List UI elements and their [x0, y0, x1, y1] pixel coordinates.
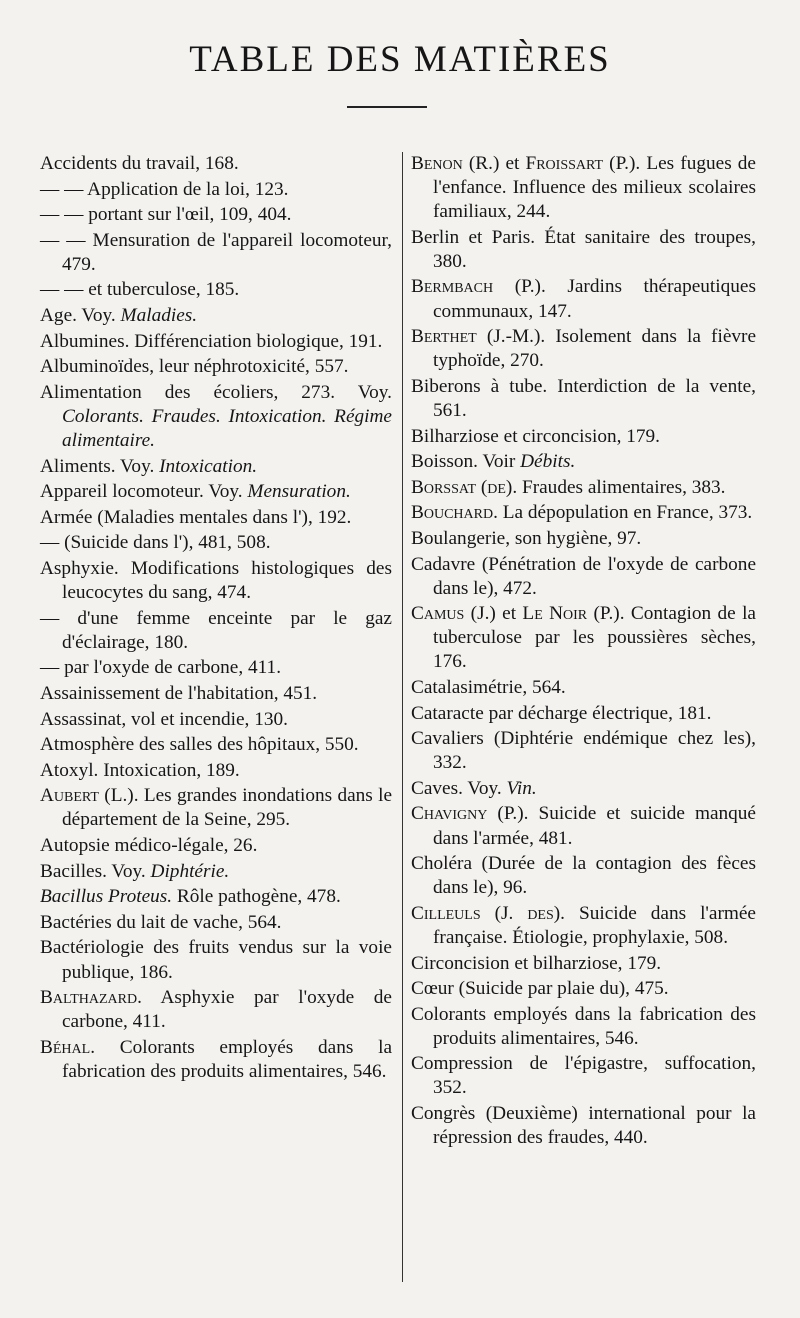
- index-entry: [411, 425, 756, 449]
- entry-text: Froissart: [525, 153, 604, 174]
- entry-text: Boisson. Voir: [411, 451, 521, 473]
- entry-text: Colorants. Fraudes. Intoxication. Régime alimentaire.: [62, 405, 392, 452]
- entry-text: Compression de l'épigastre, suffocation, 352.: [411, 1053, 756, 1099]
- index-entry: [411, 802, 756, 850]
- entry-text: Atmosphère des salles des hôpitaux, 550.: [40, 734, 359, 756]
- entry-text: Aubert: [40, 785, 99, 807]
- index-entry: [40, 733, 392, 757]
- entry-text: Berlin et Paris. État sanitaire des troupes, 380.: [411, 226, 756, 272]
- index-entry: [40, 203, 392, 227]
- entry-text: (P.). Suicide et suicide manqué dans l'armée, 481.: [433, 803, 756, 849]
- entry-text: . Colorants employés dans la fabrication des produits alimentaires, 546.: [62, 1036, 392, 1082]
- entry-text: ). Suicide dans l'armée française. Étiologie, prophylaxie, 508.: [433, 902, 756, 948]
- entry-text: Appareil locomoteur. Voy.: [40, 481, 248, 503]
- index-entry: [40, 304, 392, 328]
- index-entry: [411, 553, 756, 601]
- entry-text: Le Noir: [522, 603, 588, 625]
- index-entry: [411, 1003, 756, 1051]
- entry-text: Intoxication.: [159, 455, 258, 477]
- index-entry: [40, 480, 392, 504]
- index-entry: [40, 178, 392, 202]
- entry-text: Cavaliers (Diphtérie endémique chez les), 332.: [411, 728, 756, 774]
- entry-text: Bilharziose et circoncision, 179.: [411, 425, 660, 447]
- entry-text: Chavigny: [411, 803, 488, 825]
- index-entry: [40, 381, 392, 453]
- index-entry: [40, 860, 392, 884]
- entry-text: (: [476, 476, 488, 498]
- index-entry: [40, 557, 392, 605]
- entry-text: Alimentation des écoliers, 273. Voy.: [40, 381, 392, 403]
- entry-text: (P.). Les fugues de l'enfance. Influence des milieux scolaires familiaux, 244.: [433, 153, 756, 223]
- index-entry: [40, 1036, 392, 1084]
- index-entry: [40, 152, 392, 176]
- entry-text: Accidents du travail, 168.: [40, 153, 239, 174]
- index-entry: [411, 777, 756, 801]
- entry-text: Albuminoïdes, leur néphrotoxicité, 557.: [40, 356, 349, 378]
- index-entry: [411, 226, 756, 274]
- index-entry: [40, 506, 392, 530]
- entry-text: Berthet: [411, 326, 477, 348]
- entry-text: Catalasimétrie, 564.: [411, 676, 566, 698]
- entry-text: — — Application de la loi, 123.: [40, 178, 289, 200]
- column-divider: [402, 152, 403, 1282]
- entry-text: Boulangerie, son hygiène, 97.: [411, 527, 642, 549]
- index-entry: [40, 656, 392, 680]
- index-entry: [40, 834, 392, 858]
- page-title: TABLE DES MATIÈRES: [189, 39, 611, 80]
- index-entry: [411, 852, 756, 900]
- index-entry: [411, 152, 756, 224]
- entry-text: Cilleuls: [411, 902, 481, 924]
- entry-text: Cœur (Suicide par plaie du), 475.: [411, 978, 669, 1000]
- index-entry: [40, 531, 392, 555]
- index-entry: [40, 986, 392, 1034]
- index-entry: [411, 501, 756, 525]
- entry-text: Cadavre (Pénétration de l'oxyde de carbone dans le), 472.: [411, 553, 756, 599]
- index-entry: [411, 902, 756, 950]
- entry-text: Choléra (Durée de la contagion des fèces dans le), 96.: [411, 853, 756, 899]
- entry-text: (R.) et: [462, 153, 526, 174]
- entry-text: Asphyxie. Modifications histologiques des leucocytes du sang, 474.: [40, 558, 392, 604]
- entry-text: — — portant sur l'œil, 109, 404.: [40, 204, 292, 226]
- index-entry: [40, 784, 392, 832]
- entry-text: Assassinat, vol et incendie, 130.: [40, 708, 288, 730]
- index-entry: [40, 708, 392, 732]
- index-entry: [40, 936, 392, 984]
- index-entry: [40, 229, 392, 277]
- entry-text: . Asphyxie par l'oxyde de carbone, 411.: [62, 987, 392, 1033]
- entry-text: des: [527, 902, 554, 924]
- index-entry: [411, 727, 756, 775]
- entry-text: (J.: [480, 902, 528, 924]
- entry-text: (J.) et: [464, 603, 523, 625]
- entry-text: Assainissement de l'habitation, 451.: [40, 682, 318, 704]
- index-entry: [40, 885, 392, 909]
- entry-text: Biberons à tube. Interdiction de la vente, 561.: [411, 375, 756, 421]
- index-entry: [40, 455, 392, 479]
- index-entry: [411, 527, 756, 551]
- index-entry: [40, 911, 392, 935]
- entry-text: . La dépopulation en France, 373.: [493, 502, 753, 524]
- entry-text: Benon: [411, 153, 463, 174]
- index-entry: [40, 759, 392, 783]
- index-entry: [40, 330, 392, 354]
- entry-text: (L.). Les grandes inondations dans le département de la Seine, 295.: [62, 785, 392, 831]
- entry-text: Atoxyl. Intoxication, 189.: [40, 759, 240, 781]
- index-entry: [411, 1052, 756, 1100]
- index-entry: [411, 450, 756, 474]
- index-entry: [411, 702, 756, 726]
- entry-text: Mensuration.: [247, 481, 351, 503]
- entry-text: Congrès (Deuxième) international pour la répression des fraudes, 440.: [411, 1103, 756, 1149]
- index-entry: [411, 676, 756, 700]
- index-entry: [411, 1102, 756, 1150]
- title-rule: [347, 106, 427, 108]
- entry-text: Bactéries du lait de vache, 564.: [40, 911, 282, 933]
- index-entry: [40, 355, 392, 379]
- entry-text: Colorants employés dans la fabrication des produits alimentaires, 546.: [411, 1003, 756, 1049]
- entry-text: Armée (Maladies mentales dans l'), 192.: [40, 506, 352, 528]
- entry-text: — — et tuberculose, 185.: [40, 279, 240, 301]
- entry-text: Maladies.: [120, 305, 198, 327]
- entry-text: (J.-M.). Isolement dans la fièvre typhoïde, 270.: [433, 326, 756, 372]
- entry-text: Rôle pathogène, 478.: [172, 886, 341, 908]
- entry-text: Vin.: [506, 777, 537, 799]
- entry-text: de: [487, 476, 506, 498]
- entry-text: Age. Voy.: [40, 305, 121, 327]
- entry-text: (P.). Contagion de la tuberculose par les poussières sèches, 176.: [433, 603, 756, 673]
- entry-text: Débits.: [520, 451, 576, 473]
- index-entry: [411, 375, 756, 423]
- entry-text: Diphtérie.: [150, 860, 230, 882]
- index-entry: [40, 278, 392, 302]
- index-entry: [411, 952, 756, 976]
- index-entry: [40, 682, 392, 706]
- entry-text: Caves. Voy.: [411, 777, 507, 799]
- entry-text: Albumines. Différenciation biologique, 191.: [40, 330, 383, 352]
- entry-text: Borssat: [411, 476, 476, 498]
- entry-text: Circoncision et bilharziose, 179.: [411, 952, 662, 974]
- index-entry: [411, 977, 756, 1001]
- entry-text: Camus: [411, 603, 465, 625]
- index-entry: [411, 325, 756, 373]
- index-entry: [411, 602, 756, 674]
- entry-text: Bactériologie des fruits vendus sur la voie publique, 186.: [40, 937, 392, 983]
- index-entry: [40, 607, 392, 655]
- entry-text: Autopsie médico-légale, 26.: [40, 835, 258, 857]
- index-entry: [411, 476, 756, 500]
- entry-text: Balthazard: [40, 987, 138, 1009]
- entry-text: — d'une femme enceinte par le gaz d'éclairage, 180.: [40, 607, 392, 653]
- entry-text: — — Mensuration de l'appareil locomoteur, 479.: [40, 229, 392, 275]
- entry-text: — par l'oxyde de carbone, 411.: [40, 657, 282, 679]
- entry-text: Bacillus Proteus.: [40, 886, 173, 908]
- entry-text: Aliments. Voy.: [40, 455, 160, 477]
- entry-text: Bermbach: [411, 276, 494, 298]
- entry-text: Bacilles. Voy.: [40, 860, 151, 882]
- left-column: [40, 152, 392, 1084]
- index-entry: [411, 275, 756, 323]
- entry-text: Bouchard: [411, 502, 494, 524]
- entry-text: ). Fraudes alimentaires, 383.: [505, 476, 726, 498]
- entry-text: Cataracte par décharge électrique, 181.: [411, 702, 712, 724]
- entry-text: Béhal: [40, 1036, 91, 1058]
- right-column: [411, 152, 756, 1150]
- entry-text: (P.). Jardins thérapeutiques communaux, 147.: [433, 276, 756, 322]
- entry-text: — (Suicide dans l'), 481, 508.: [40, 532, 271, 554]
